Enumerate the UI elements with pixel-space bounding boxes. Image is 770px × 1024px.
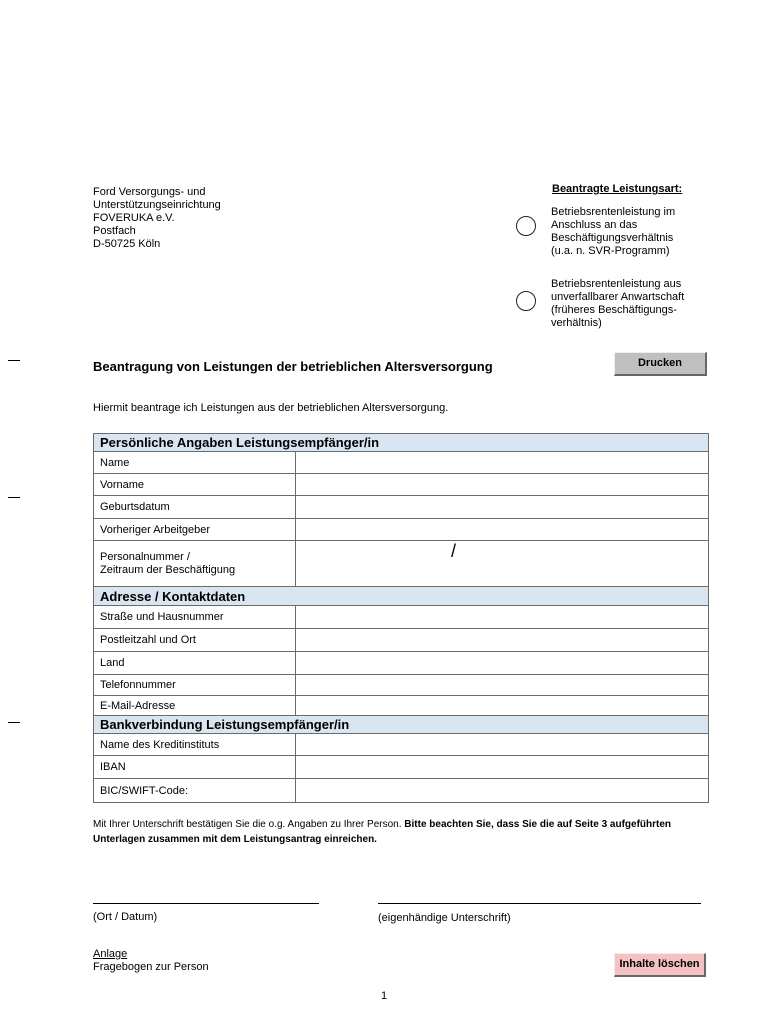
fold-mark — [8, 722, 20, 723]
kreditinstitut-input[interactable] — [296, 739, 708, 751]
section-header-address — [94, 587, 709, 606]
field-label: Name des Kreditinstituts — [94, 734, 296, 756]
option-ssv-text — [551, 206, 675, 258]
vorname-input[interactable] — [296, 479, 708, 491]
sender-line: FOVERUKA e.V. — [93, 212, 175, 224]
sender-line: Postfach — [93, 225, 136, 237]
name-input[interactable] — [296, 457, 708, 469]
field-label: Geburtsdatum — [94, 496, 296, 519]
form-row — [94, 474, 709, 496]
field-label: Land — [94, 652, 296, 675]
section-title: Persönliche Angaben Leistungsempfänger/in — [94, 434, 709, 452]
field-label: Postleitzahl und Ort — [94, 629, 296, 652]
place-date-line — [93, 903, 319, 904]
option-anwartschaft-text — [551, 278, 684, 330]
field-label: Telefonnummer — [94, 675, 296, 696]
confirmation-text — [93, 817, 703, 847]
sender-line: Ford Versorgungs- und — [93, 186, 206, 198]
signature-label: (eigenhändige Unterschrift) — [378, 912, 511, 924]
form-row — [94, 675, 709, 696]
application-form — [93, 433, 709, 803]
iban-input[interactable] — [296, 761, 708, 773]
personalnummer-input[interactable] — [296, 541, 446, 586]
option-line: (u.a. n. SVR-Programm) — [551, 245, 670, 257]
personnel-label-line: Personalnummer / — [100, 550, 190, 563]
geburtsdatum-input[interactable] — [296, 501, 708, 513]
page-title: Beantragung von Leistungen der betrieblichen Altersversorgung — [93, 359, 493, 374]
section-header-bank — [94, 716, 709, 734]
zeitraum-input[interactable] — [471, 541, 706, 586]
print-button[interactable]: Drucken — [614, 352, 707, 376]
anlage-item: Fragebogen zur Person — [93, 961, 209, 973]
form-row — [94, 452, 709, 474]
bic-field-cell — [296, 779, 709, 803]
iban-field-cell — [296, 756, 709, 779]
personalnummer-field-cell — [296, 541, 709, 587]
strasse-field-cell — [296, 606, 709, 629]
field-label: Vorname — [94, 474, 296, 496]
radio-option-ssv[interactable] — [516, 216, 536, 236]
name-field-cell — [296, 452, 709, 474]
field-label: Name — [94, 452, 296, 474]
anlage-block — [93, 948, 209, 974]
option-line: Betriebsrentenleistung im — [551, 206, 676, 218]
sender-line: Unterstützungseinrichtung — [93, 199, 221, 211]
form-row — [94, 519, 709, 541]
telefon-input[interactable] — [296, 679, 708, 691]
signature-line — [378, 903, 701, 904]
intro-text: Hiermit beantrage ich Leistungen aus der betrieblichen Altersversorgung. — [93, 402, 449, 414]
bic-input[interactable] — [296, 785, 708, 797]
land-field-cell — [296, 652, 709, 675]
form-row — [94, 496, 709, 519]
anlage-title: Anlage — [93, 948, 128, 960]
place-date-label: (Ort / Datum) — [93, 911, 158, 923]
form-row — [94, 629, 709, 652]
option-line: verhältnis) — [551, 317, 602, 329]
section-header-personal — [94, 434, 709, 452]
telefon-field-cell — [296, 675, 709, 696]
sender-address — [93, 186, 221, 251]
form-row — [94, 541, 709, 587]
section-title: Bankverbindung Leistungsempfänger/in — [94, 716, 709, 734]
option-line: (früheres Beschäftigungs- — [551, 304, 677, 316]
section-title: Adresse / Kontaktdaten — [94, 587, 709, 606]
clear-contents-button[interactable]: Inhalte löschen — [614, 953, 706, 977]
separator-slash: / — [451, 541, 457, 561]
page-number: 1 — [381, 990, 388, 1002]
form-row — [94, 652, 709, 675]
arbeitgeber-input[interactable] — [296, 524, 708, 536]
field-label: IBAN — [94, 756, 296, 779]
kreditinstitut-field-cell — [296, 734, 709, 756]
strasse-input[interactable] — [296, 611, 708, 623]
leistungsart-title: Beantragte Leistungsart: — [552, 183, 683, 195]
confirmation-bold: Bitte beachten Sie, dass Sie die auf Seite 3 aufgeführten Unterlagen zusammen mit dem Leistungsantrag einreichen. — [93, 819, 672, 845]
field-label: BIC/SWIFT-Code: — [94, 779, 296, 803]
email-input[interactable] — [296, 700, 708, 712]
sender-line: D-50725 Köln — [93, 238, 161, 250]
land-input[interactable] — [296, 657, 708, 669]
field-label — [94, 541, 296, 587]
form-row — [94, 734, 709, 756]
plz-ort-field-cell — [296, 629, 709, 652]
geburtsdatum-field-cell — [296, 496, 709, 519]
form-row — [94, 606, 709, 629]
field-label: E-Mail-Adresse — [94, 696, 296, 716]
confirmation-normal: Mit Ihrer Unterschrift bestätigen Sie die o.g. Angaben zu Ihrer Person. — [93, 819, 405, 830]
field-label: Straße und Hausnummer — [94, 606, 296, 629]
radio-option-anwartschaft[interactable] — [516, 291, 536, 311]
field-label: Vorheriger Arbeitgeber — [94, 519, 296, 541]
option-line: Betriebsrentenleistung aus — [551, 278, 682, 290]
fold-mark — [8, 497, 20, 498]
option-line: Anschluss an das — [551, 219, 638, 231]
personnel-label-line: Zeitraum der Beschäftigung — [100, 563, 236, 576]
form-row — [94, 756, 709, 779]
vorname-field-cell — [296, 474, 709, 496]
option-line: Beschäftigungsverhältnis — [551, 232, 674, 244]
form-row — [94, 779, 709, 803]
fold-mark — [8, 360, 20, 361]
option-line: unverfallbarer Anwartschaft — [551, 291, 685, 303]
arbeitgeber-field-cell — [296, 519, 709, 541]
form-row — [94, 696, 709, 716]
plz-ort-input[interactable] — [296, 634, 708, 646]
email-field-cell — [296, 696, 709, 716]
